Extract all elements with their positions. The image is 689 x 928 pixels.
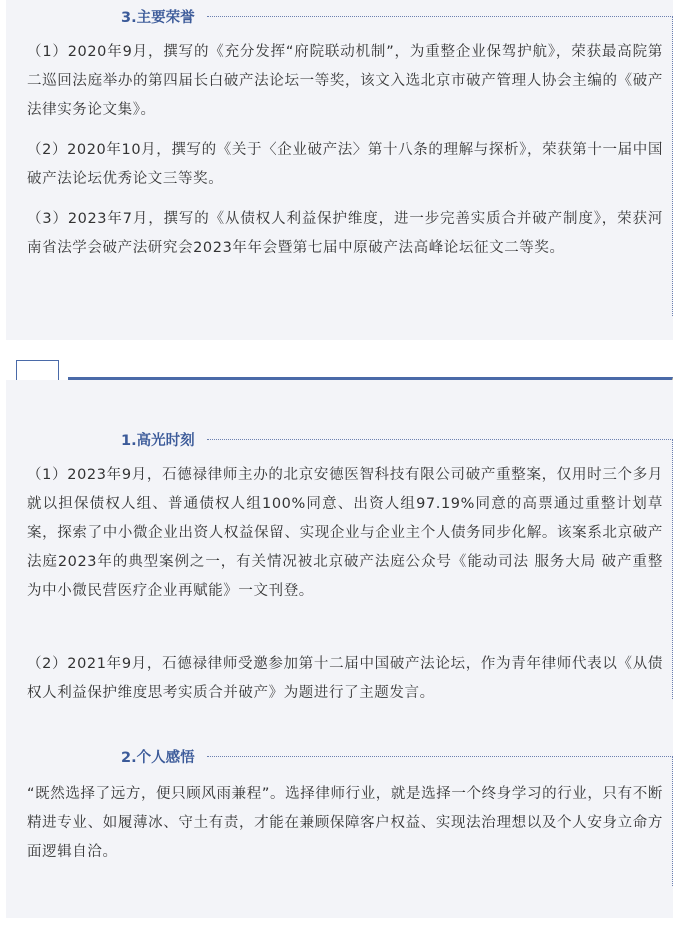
highlights-heading-row [121,428,673,450]
honor-item-1: （1）2020年9月，撰写的《充分发挥“府院联动机制”，为重整企业保驾护航》，荣获最高院第二巡回法庭举办的第四届长白破产法论坛一等奖，该文入选北京市破产管理人协会主编的《破产法律实务论文集》。 [27,44,663,118]
dotted-divider [207,16,673,17]
reflection-heading-row [121,745,673,767]
reflection-text: “既然选择了远方，便只顾风雨兼程”。选择律师行业，就是选择一个终身学习的行业，只有不断精进专业、如履薄冰、守土有责，才能在兼顾保障客户权益、实现法治理想以及个人安身立命方面逻辑自洽。 [27,786,663,860]
highlight-item-2: （2）2021年9月，石德禄律师受邀参加第十二届中国破产法论坛，作为青年律师代表以《从债权人利益保护维度思考实质合并破产》为题进行了主题发言。 [27,656,663,701]
dotted-divider-vertical [672,756,673,886]
honor-item-2: （2）2020年10月，撰写的《关于〈企业破产法〉第十八条的理解与探析》，荣获第十一届中国破产法论坛优秀论文三等奖。 [27,142,663,187]
reflection-heading: 2.个人感悟 [121,749,195,766]
dotted-divider-vertical [672,439,673,699]
honors-heading-row [121,5,673,27]
highlight-item-1: （1）2023年9月，石德禄律师主办的北京安德医智科技有限公司破产重整案，仅用时三个多月就以担保债权人组、普通债权人组100%同意、出资人组97.19%同意的高票通过重整计划草案，探索了中小微企业出资人权益保留、实现企业与企业主个人债务同步化解。该案系北京破产法庭2023年的典型案例之一，有关情况被北京破产法庭公众号《能动司法 服务大局 破产重整为中小微民营医疗企业再赋能》一文刊登。 [27,467,663,599]
honors-heading: 3.主要荣誉 [121,9,195,26]
highlights-heading: 1.高光时刻 [121,432,195,449]
dotted-divider [207,756,673,757]
dotted-divider [207,439,673,440]
honor-item-3: （3）2023年7月，撰写的《从债权人利益保护维度，进一步完善实质合并破产制度》，荣获河南省法学会破产法研究会2023年年会暨第七届中原破产法高峰论坛征文二等奖。 [27,211,663,256]
dotted-divider-vertical [672,16,673,316]
